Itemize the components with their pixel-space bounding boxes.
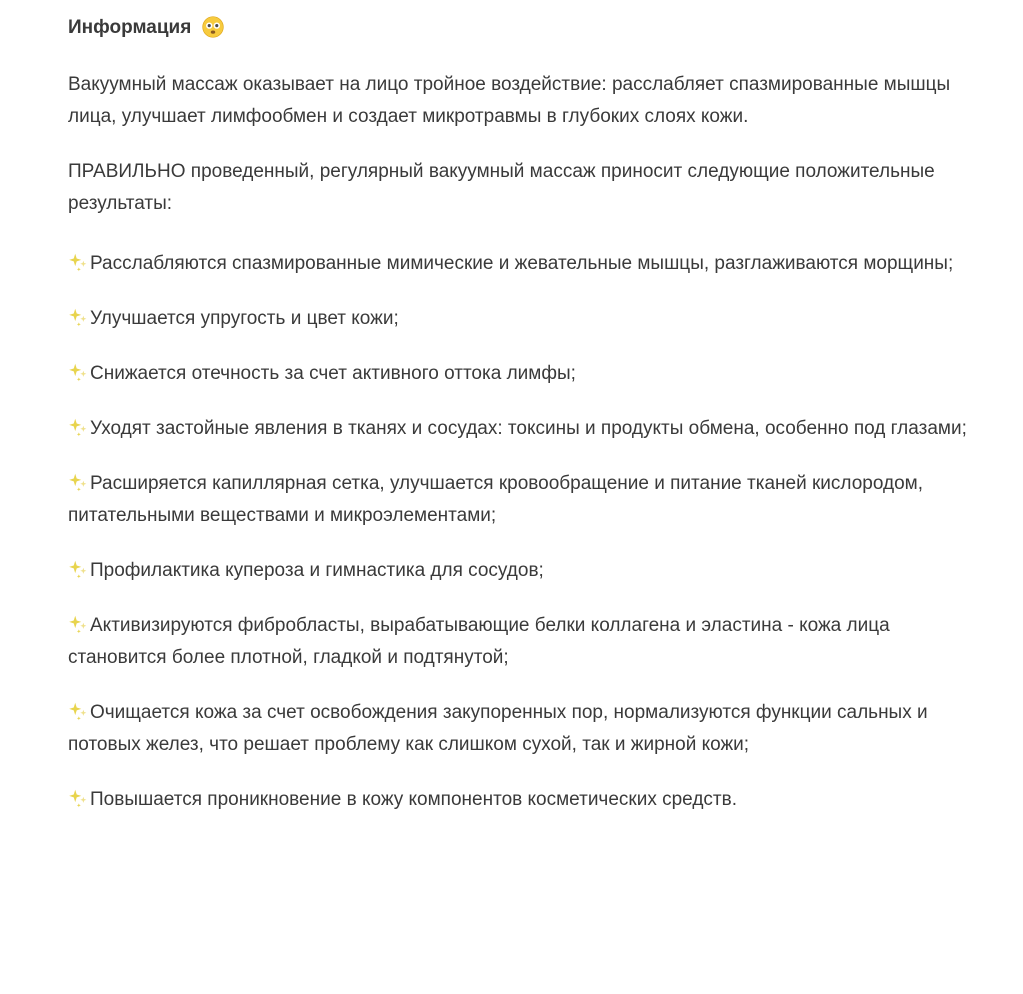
page-title-text: Информация	[68, 17, 192, 38]
list-item-text: Повышается проникновение в кожу компонентов косметических средств.	[90, 789, 737, 810]
sparkles-emoji	[68, 613, 89, 632]
list-item-text: Расслабляются спазмированные мимические и жевательные мышцы, разглаживаются морщины;	[90, 253, 954, 274]
page-title	[68, 13, 975, 43]
sparkles-emoji	[68, 558, 89, 577]
sparkles-emoji	[68, 787, 89, 806]
list-item-text: Уходят застойные явления в тканях и сосудах: токсины и продукты обмена, особенно под глазами;	[90, 418, 967, 439]
flushed-face-emoji	[202, 16, 224, 38]
sparkles-emoji	[68, 700, 89, 719]
list-item	[68, 358, 975, 390]
list-item	[68, 610, 975, 674]
list-item-text: Расширяется капиллярная сетка, улучшается кровообращение и питание тканей кислородом, питательными веществами и микроэлементами;	[68, 473, 923, 526]
paragraph-lead-in: ПРАВИЛЬНО проведенный, регулярный вакуумный массаж приносит следующие положительные результаты:	[68, 161, 935, 214]
sparkles-emoji	[68, 306, 89, 325]
sparkles-emoji	[68, 251, 89, 270]
sparkles-emoji	[68, 361, 89, 380]
list-item-text: Профилактика купероза и гимнастика для сосудов;	[90, 560, 544, 581]
paragraph-intro: Вакуумный массаж оказывает на лицо тройное воздействие: расслабляет спазмированные мышцы лица, улучшает лимфообмен и создает микротравмы в глубоких слоях кожи.	[68, 74, 951, 127]
sparkles-emoji	[68, 471, 89, 490]
list-item-text: Очищается кожа за счет освобождения закупоренных пор, нормализуются функции сальных и потовых желез, что решает проблему как слишком сухой, так и жирной кожи;	[68, 702, 928, 755]
list-item	[68, 248, 975, 280]
list-item	[68, 303, 975, 335]
list-item	[68, 468, 975, 532]
list-item-text: Улучшается упругость и цвет кожи;	[90, 308, 399, 329]
sparkles-emoji	[68, 416, 89, 435]
list-item	[68, 555, 975, 587]
list-item	[68, 697, 975, 761]
list-item	[68, 413, 975, 445]
list-item	[68, 784, 975, 816]
list-item-text: Снижается отечность за счет активного оттока лимфы;	[90, 363, 576, 384]
list-item-text: Активизируются фибробласты, вырабатывающие белки коллагена и эластина - кожа лица становится более плотной, гладкой и подтянутой;	[68, 615, 890, 668]
